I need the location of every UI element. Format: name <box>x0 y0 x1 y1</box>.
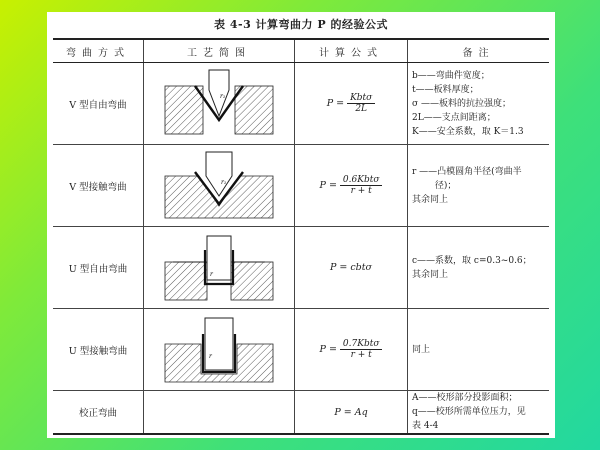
note-line: A——校形部分投影面积； <box>412 393 518 403</box>
u-contact-bend-diagram <box>159 314 279 386</box>
radius-label: r₁ <box>221 178 227 186</box>
u-free-bend-diagram <box>159 232 279 304</box>
table-row <box>53 309 549 391</box>
radius-label: r <box>210 270 213 278</box>
method-cell: U 型接触弯曲 <box>53 309 144 391</box>
formula-cell: P = Aq <box>295 391 408 435</box>
figure-cell <box>144 227 295 309</box>
figure-cell <box>144 391 295 435</box>
method-cell: U 型自由弯曲 <box>53 227 144 309</box>
notes-cell <box>408 63 550 145</box>
formula-lhs: P = <box>326 98 345 109</box>
note-line: 同上 <box>412 344 431 355</box>
v-contact-bend-diagram <box>159 150 279 222</box>
document-page <box>47 12 555 438</box>
header-formula: 计算公式 <box>295 39 408 63</box>
note-line: σ ——板料的抗拉强度； <box>412 98 512 109</box>
formula-numerator: 0.7Kbtσ <box>340 339 383 350</box>
note-line: 其余同上 <box>412 194 449 205</box>
formula-numerator: Kbtσ <box>347 93 375 104</box>
method-cell: V 型自由弯曲 <box>53 63 144 145</box>
table-row <box>53 391 549 435</box>
table-title: 表 4-3 计算弯曲力 P 的经验公式 <box>214 18 388 31</box>
note-line: 2L——支点间距离； <box>412 112 496 123</box>
note-line: r ——凸模圆角半径(弯曲半 <box>412 166 522 177</box>
header-method: 弯曲方式 <box>53 39 144 63</box>
formula-numerator: 0.6Kbtσ <box>340 175 383 186</box>
figure-cell <box>144 63 295 145</box>
formula-denominator: r + t <box>350 350 372 360</box>
formula-cell <box>295 309 408 391</box>
note-line: K——安全系数，取 K＝1.3 <box>412 126 524 137</box>
note-line: c——系数，取 c=0.3~0.6； <box>412 255 532 266</box>
method-cell: V 型接触弯曲 <box>53 145 144 227</box>
note-line: 其余同上 <box>412 269 449 280</box>
header-figure: 工艺简图 <box>144 39 295 63</box>
table-header-row <box>53 39 549 63</box>
formula-table <box>53 38 549 435</box>
formula-cell: P = cbtσ <box>295 227 408 309</box>
table-row <box>53 63 549 145</box>
table-row <box>53 145 549 227</box>
notes-cell <box>408 227 550 309</box>
note-line: q——校形所需单位压力，见 <box>412 407 526 417</box>
figure-cell <box>144 309 295 391</box>
v-free-bend-diagram <box>159 68 279 140</box>
radius-label: r <box>209 352 212 360</box>
formula-lhs: P = <box>319 344 337 355</box>
note-line: 径)； <box>412 180 457 191</box>
notes-cell <box>408 145 550 227</box>
radius-label: r₁ <box>220 92 226 100</box>
notes-cell <box>408 309 550 391</box>
figure-cell <box>144 145 295 227</box>
formula-denominator: r + t <box>350 186 372 196</box>
header-notes: 备注 <box>408 39 550 63</box>
formula-denominator: 2L <box>355 104 368 114</box>
formula-lhs: P = <box>319 180 337 191</box>
note-line: 表 4-4 <box>412 421 439 431</box>
method-cell: 校正弯曲 <box>53 391 144 435</box>
note-line: b——弯曲件宽度； <box>412 70 490 81</box>
formula-cell <box>295 63 408 145</box>
table-row <box>53 227 549 309</box>
note-line: t——板料厚度； <box>412 84 479 95</box>
formula-cell <box>295 145 408 227</box>
notes-cell <box>408 391 550 435</box>
